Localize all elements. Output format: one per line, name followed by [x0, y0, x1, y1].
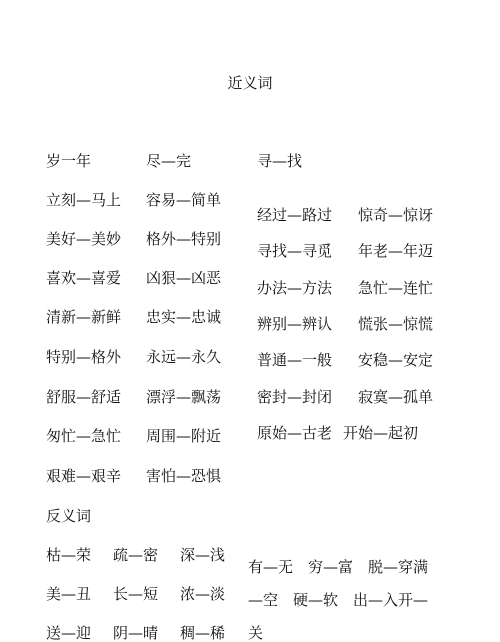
synonym-pair: 慌张—惊慌	[358, 315, 434, 333]
page-title: 近义词	[227, 74, 273, 92]
antonym-pair: 枯—荣	[46, 546, 92, 564]
synonym-pair: 寂寞—孤单	[358, 388, 434, 406]
synonym-pair: 漂浮—飘荡	[146, 388, 222, 406]
synonym-pair: 寻找—寻觅	[257, 242, 333, 260]
antonym-pair: 长—短	[113, 585, 159, 603]
synonym-pair: 永远—永久	[146, 348, 222, 366]
synonym-pair: 害怕—恐惧	[146, 467, 222, 485]
synonym-pair: 急忙—连忙	[358, 279, 434, 297]
synonym-pair: 艰难—艰辛	[46, 467, 122, 485]
synonym-pair: 清新—新鲜	[46, 308, 122, 326]
antonym-pair: 美—丑	[46, 585, 92, 603]
synonym-pair: 寻—找	[257, 152, 303, 170]
antonym-line: 有—无 穷—富 脱—穿满	[248, 558, 429, 576]
antonym-pair: 浓—淡	[180, 585, 226, 603]
synonym-pair: 安稳—安定	[358, 351, 434, 369]
synonym-pair: 辨别—辨认	[257, 315, 333, 333]
antonym-pair: 送—迎	[46, 624, 92, 642]
synonym-pair: 格外—特别	[146, 230, 222, 248]
synonym-pair: 办法—方法	[257, 279, 333, 297]
antonym-pair: 疏—密	[113, 546, 159, 564]
synonym-pair: 经过—路过	[257, 206, 333, 224]
synonym-pair: 立刻—马上	[46, 191, 122, 209]
synonym-pair: 忠实—忠诚	[146, 308, 222, 326]
synonym-pair: 凶狠—凶恶	[146, 269, 222, 287]
synonym-pair: 舒服—舒适	[46, 388, 122, 406]
antonym-pair: 深—浅	[180, 546, 226, 564]
synonym-pair: 普通—一般	[257, 351, 333, 369]
antonym-line: —空 硬—软 出—入开—	[248, 591, 429, 609]
synonym-pair: 匆忙—急忙	[46, 427, 122, 445]
antonym-pair: 阴—晴	[113, 624, 159, 642]
antonym-line: 关	[248, 624, 264, 642]
synonym-pair: 惊奇—惊讶	[358, 206, 434, 224]
synonym-pair: 尽—完	[146, 152, 192, 170]
synonym-pair: 喜欢—喜爱	[46, 269, 122, 287]
synonym-pair: 原始—古老	[257, 424, 333, 442]
antonyms-heading: 反义词	[46, 507, 92, 525]
antonym-pair: 稠—稀	[180, 624, 226, 642]
synonym-pair: 美好—美妙	[46, 230, 122, 248]
synonym-pair: 周围—附近	[146, 427, 222, 445]
synonym-pair: 岁一年	[46, 152, 92, 170]
synonym-pair: 容易—简单	[146, 191, 222, 209]
synonym-pair: 特别—格外	[46, 348, 122, 366]
synonym-pair: 密封—封闭	[257, 388, 333, 406]
synonym-pair: 开始—起初	[343, 424, 419, 442]
synonym-pair: 年老—年迈	[358, 242, 434, 260]
